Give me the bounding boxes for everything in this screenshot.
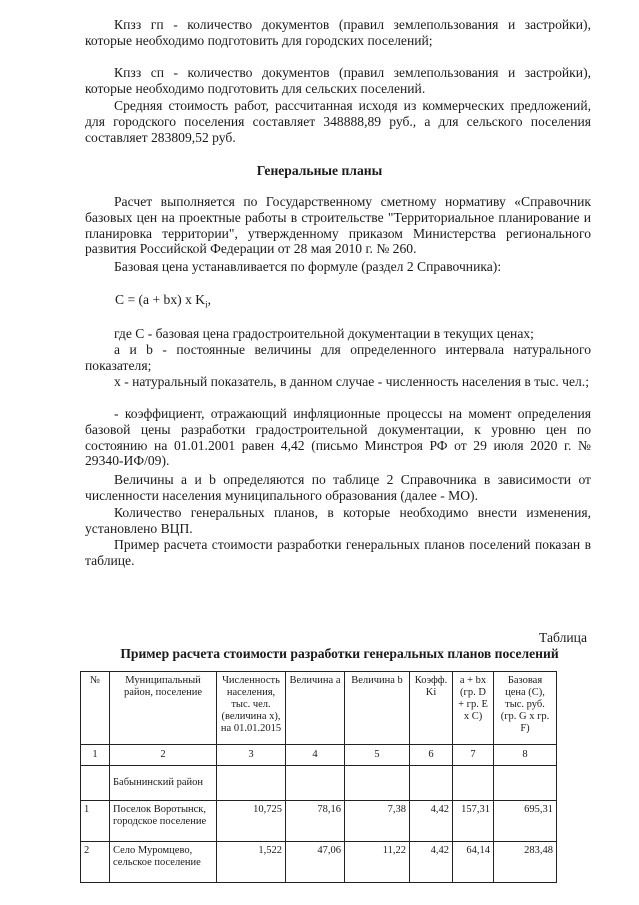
- row-number: 1: [81, 801, 110, 842]
- header-district: Муниципальный район, поселение: [110, 672, 217, 745]
- district-empty-cell: [494, 766, 557, 801]
- row-abx: 64,14: [453, 842, 494, 883]
- paragraph-kpzz-sp: Кпзз сп - количество документов (правил землепользования и застройки), которые необходимо подготовить для сельских поселений.: [85, 65, 591, 96]
- column-number: 1: [81, 745, 110, 766]
- formula-subscript: i: [205, 299, 208, 310]
- paragraph-plan-count: Количество генеральных планов, в которые необходимо внести изменения, установлено ВЦП.: [85, 505, 591, 536]
- row-b: 11,22: [345, 842, 410, 883]
- row-population: 10,725: [217, 801, 286, 842]
- district-row: [81, 766, 557, 801]
- row-price: 695,31: [494, 801, 557, 842]
- column-number: 4: [286, 745, 345, 766]
- formula-tail: ,: [207, 292, 212, 307]
- paragraph-x-definition: x - натуральный показатель, в данном случае - численность населения в тыс. чел.;: [114, 374, 589, 389]
- column-number: 5: [345, 745, 410, 766]
- paragraph-average-cost: Средняя стоимость работ, рассчитанная исходя из коммерческих предложений, для городского поселения составляет 348888,89 руб., а для сельского поселения составляет 283809,52 руб.: [85, 98, 591, 145]
- row-name: Село Муромцево, сельское поселение: [110, 842, 217, 883]
- row-coefficient: 4,42: [410, 842, 453, 883]
- table-row: [81, 842, 557, 883]
- formula-main: С = (a + bx) x K: [115, 292, 206, 307]
- header-abx: a + bx (гр. D + гр. E x C): [453, 672, 494, 745]
- table-header-row: [81, 672, 557, 745]
- row-name: Поселок Воротынск, городское поселение: [110, 801, 217, 842]
- column-number: 6: [410, 745, 453, 766]
- header-a: Величина a: [286, 672, 345, 745]
- row-coefficient: 4,42: [410, 801, 453, 842]
- row-population: 1,522: [217, 842, 286, 883]
- column-number: 3: [217, 745, 286, 766]
- row-price: 283,48: [494, 842, 557, 883]
- header-b: Величина b: [345, 672, 410, 745]
- column-number-row: [81, 745, 557, 766]
- table-label: Таблица: [539, 630, 587, 645]
- row-a: 47,06: [286, 842, 345, 883]
- row-number: 2: [81, 842, 110, 883]
- district-empty-cell: [345, 766, 410, 801]
- section-title: Генеральные планы: [256, 163, 383, 178]
- row-a: 78,16: [286, 801, 345, 842]
- formula: [115, 292, 211, 310]
- paragraph-base-price-formula-intro: Базовая цена устанавливается по формуле (раздел 2 Справочника):: [114, 259, 502, 274]
- district-empty-cell: [81, 766, 110, 801]
- header-base-price: Базовая цена (С), тыс. руб. (гр. G x гр. F): [494, 672, 557, 745]
- paragraph-coefficient-definition: - коэффициент, отражающий инфляционные процессы на момент определения базовой цены разработки градостроительной документации, к уровню цен по состоянию на 01.01.2001 равен 4,42 (письмо Минстроя РФ от 29 июля 2020 г. № 29340-ИФ/09).: [85, 406, 591, 469]
- paragraph-kpzz-gp: Кпзз гп - количество документов (правил землепользования и застройки), которые необходимо подготовить для городских поселений;: [85, 17, 591, 48]
- cost-table: [80, 671, 557, 883]
- header-coefficient: Коэфф. Ki: [410, 672, 453, 745]
- district-empty-cell: [453, 766, 494, 801]
- table-title: Пример расчета стоимости разработки генеральных планов поселений: [120, 646, 559, 661]
- district-empty-cell: [286, 766, 345, 801]
- row-abx: 157,31: [453, 801, 494, 842]
- table-row: [81, 801, 557, 842]
- column-number: 8: [494, 745, 557, 766]
- district-empty-cell: [410, 766, 453, 801]
- paragraph-c-definition: где С - базовая цена градостроительной документации в текущих ценах;: [114, 326, 534, 341]
- column-number: 2: [110, 745, 217, 766]
- header-number: №: [81, 672, 110, 745]
- header-population: Численность населения, тыс. чел. (величина x), на 01.01.2015: [217, 672, 286, 745]
- column-number: 7: [453, 745, 494, 766]
- district-empty-cell: [217, 766, 286, 801]
- row-b: 7,38: [345, 801, 410, 842]
- district-name: Бабынинский район: [110, 766, 217, 801]
- paragraph-calculation-basis: Расчет выполняется по Государственному сметному нормативу «Справочник базовых цен на проектные работы в строительстве "Территориальное планирование и планировка территории", утвержденному приказом Министерства регионального развития Российской Федерации от 28 мая 2010 г. № 260.: [85, 194, 591, 257]
- paragraph-ab-source: Величины a и b определяются по таблице 2 Справочника в зависимости от численности населения муниципального образования (далее - МО).: [85, 472, 591, 503]
- paragraph-ab-definition: a и b - постоянные величины для определенного интервала натурального показателя;: [85, 342, 591, 373]
- paragraph-example: Пример расчета стоимости разработки генеральных планов поселений показан в таблице.: [85, 537, 591, 568]
